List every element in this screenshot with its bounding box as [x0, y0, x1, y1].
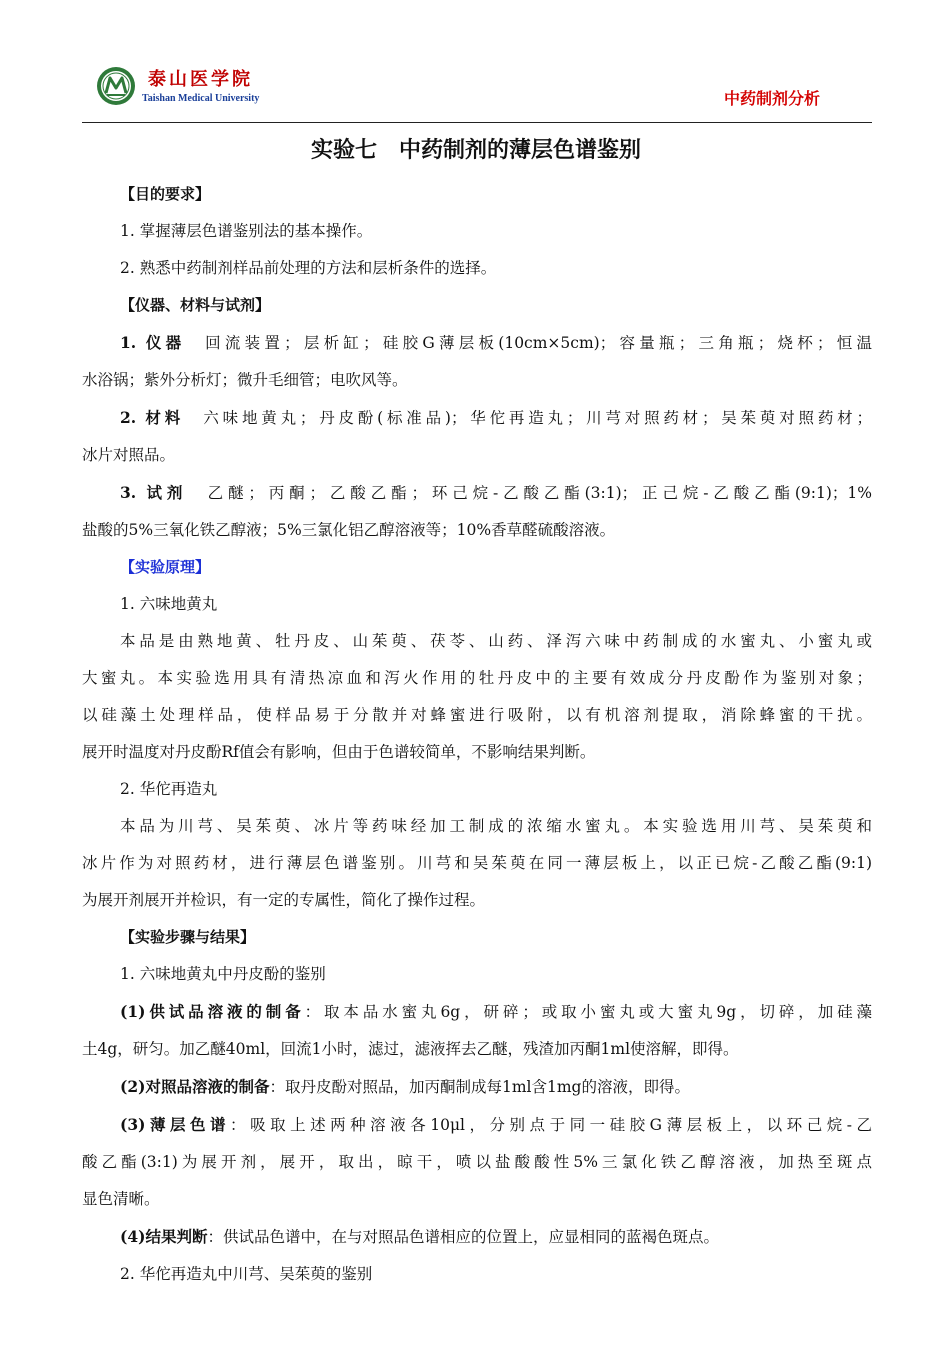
steps-heading-1: 1. 六味地黄丸中丹皮酚的鉴别: [120, 965, 326, 983]
step-a: [82, 993, 872, 1031]
materials-line-1: 六味地黄丸；丹皮酚(标准品)；华佗再造丸；川芎对照药材；吴茱萸对照药材；: [203, 409, 872, 427]
instruments-label: 1. 仪器: [120, 333, 186, 352]
principle-2-line-3: 为展开剂展开并检识，有一定的专属性，简化了操作过程。: [82, 891, 486, 909]
principle-1-line-3: 以硅藻土处理样品，使样品易于分散并对蜂蜜进行吸附，以有机溶剂提取，消除蜂蜜的干扰。: [82, 706, 872, 724]
step-c-label: (3)薄层色谱: [120, 1115, 231, 1134]
instruments-line-1: 回流装置；层析缸；硅胶G薄层板(10cm×5cm)；容量瓶；三角瓶；烧杯；恒温: [205, 334, 872, 352]
materials-materials: [82, 399, 872, 437]
principle-2-line-1: 本品为川芎、吴茱萸、冰片等药味经加工制成的浓缩水蜜丸。本实验选用川芎、吴茱萸和: [120, 817, 872, 835]
university-logo-icon: [96, 66, 136, 106]
instruments-line-2: 水浴锅；紫外分析灯；微升毛细管；电吹风等。: [82, 371, 408, 389]
section-heading-materials: 【仪器、材料与试剂】: [120, 296, 271, 314]
section-heading-purpose: 【目的要求】: [120, 185, 211, 203]
section-heading-steps: 【实验步骤与结果】: [120, 928, 256, 946]
reagents-line-2: 盐酸的5%三氧化铁乙醇液；5%三氯化铝乙醇溶液等；10%香草醛硫酸溶液。: [82, 521, 616, 539]
materials-line-2: 冰片对照品。: [82, 446, 176, 464]
purpose-item-2: 2. 熟悉中药制剂样品前处理的方法和层析条件的选择。: [120, 259, 497, 277]
principle-heading-1: 1. 六味地黄丸: [120, 595, 218, 613]
step-d-label: (4)结果判断: [120, 1227, 208, 1246]
materials-instruments: [82, 324, 872, 362]
step-c: [82, 1106, 872, 1144]
principle-heading-2: 2. 华佗再造丸: [120, 780, 218, 798]
steps-heading-2: 2. 华佗再造丸中川芎、吴茱萸的鉴别: [120, 1265, 373, 1283]
step-c-line-2: 酸乙酯(3:1)为展开剂，展开，取出，晾干，喷以盐酸酸性5%三氯化铁乙醇溶液，加热至斑点: [82, 1153, 872, 1171]
step-a-label: (1)供试品溶液的制备: [120, 1002, 305, 1021]
page-header: [82, 62, 872, 123]
step-c-line-3: 显色清晰。: [82, 1190, 160, 1208]
page-title: 实验七 中药制剂的薄层色谱鉴别: [310, 138, 641, 163]
course-name: 中药制剂分析: [723, 89, 820, 108]
school-name-en: Taishan Medical University: [142, 93, 260, 104]
materials-reagents: [82, 474, 872, 512]
step-b: [82, 1068, 872, 1106]
purpose-item-1: 1. 掌握薄层色谱鉴别法的基本操作。: [120, 222, 373, 240]
principle-1-line-2: 大蜜丸。本实验选用具有清热凉血和泻火作用的牡丹皮中的主要有效成分丹皮酚作为鉴别对象；: [82, 669, 872, 687]
step-d: [82, 1218, 872, 1256]
section-heading-principle: 【实验原理】: [120, 558, 211, 576]
step-b-text: ：取丹皮酚对照品，加丙酮制成每1ml含1mg的溶液，即得。: [269, 1078, 690, 1096]
step-a-line-1: ：取本品水蜜丸6g，研碎；或取小蜜丸或大蜜丸9g，切碎，加硅藻: [304, 1003, 873, 1021]
step-b-label: (2)对照品溶液的制备: [120, 1077, 270, 1096]
step-a-line-2: 土4g，研匀。加乙醚40ml，回流1小时，滤过，滤液挥去乙醚，残渣加丙酮1ml使溶解，即得。: [82, 1040, 739, 1058]
principle-2-line-2: 冰片作为对照药材，进行薄层色谱鉴别。川芎和吴茱萸在同一薄层板上，以正已烷-乙酸乙酯(9:1): [82, 854, 872, 872]
principle-1-line-4: 展开时温度对丹皮酚Rf值会有影响，但由于色谱较简单，不影响结果判断。: [82, 743, 596, 761]
materials-label: 2. 材料: [120, 408, 185, 427]
step-c-line-1: ：吸取上述两种溶液各10μl，分别点于同一硅胶G薄层板上，以环己烷-乙: [230, 1116, 872, 1134]
step-d-text: ：供试品色谱中，在与对照品色谱相应的位置上，应显相同的蓝褐色斑点。: [207, 1228, 719, 1246]
school-name-cn: 泰山医学院: [148, 69, 253, 90]
reagents-label: 3. 试剂: [120, 483, 188, 502]
reagents-line-1: 乙醚；丙酮；乙酸乙酯；环己烷-乙酸乙酯(3:1)；正己烷-乙酸乙酯(9:1)；1%: [207, 484, 872, 502]
document-body: [82, 176, 872, 1293]
principle-1-line-1: 本品是由熟地黄、牡丹皮、山茱萸、茯苓、山药、泽泻六味中药制成的水蜜丸、小蜜丸或: [120, 632, 872, 650]
